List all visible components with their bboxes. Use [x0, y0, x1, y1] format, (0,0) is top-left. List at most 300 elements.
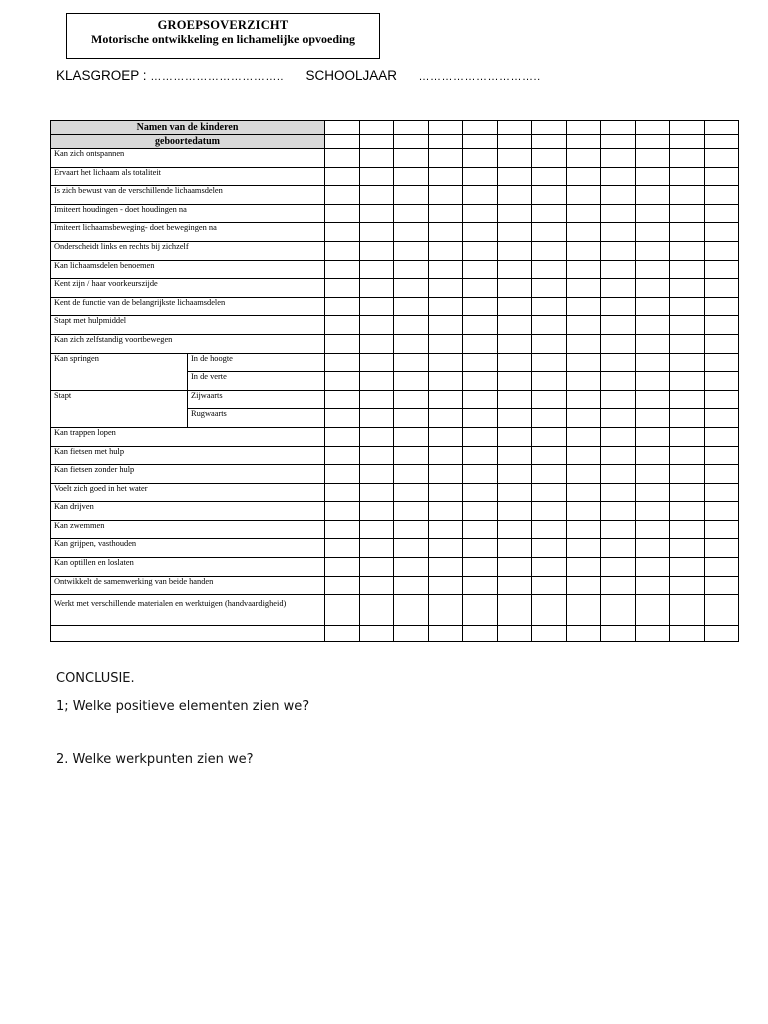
kid-cell[interactable] — [325, 121, 360, 135]
kid-cell[interactable] — [532, 204, 567, 223]
kid-cell[interactable] — [635, 353, 670, 372]
kid-cell[interactable] — [463, 446, 498, 465]
kid-cell[interactable] — [601, 502, 636, 521]
kid-cell[interactable] — [532, 353, 567, 372]
kid-cell[interactable] — [497, 372, 532, 391]
kid-cell[interactable] — [566, 223, 601, 242]
kid-cell[interactable] — [670, 558, 705, 577]
kid-cell[interactable] — [704, 204, 739, 223]
kid-cell[interactable] — [325, 186, 360, 205]
kid-cell[interactable] — [635, 334, 670, 353]
kid-cell[interactable] — [704, 260, 739, 279]
kid-cell[interactable] — [601, 149, 636, 168]
kid-cell[interactable] — [601, 223, 636, 242]
kid-cell[interactable] — [601, 279, 636, 298]
kid-cell[interactable] — [359, 446, 394, 465]
kid-cell[interactable] — [532, 241, 567, 260]
kid-cell[interactable] — [532, 427, 567, 446]
kid-cell[interactable] — [670, 223, 705, 242]
kid-cell[interactable] — [635, 167, 670, 186]
kid-cell[interactable] — [704, 372, 739, 391]
kid-cell[interactable] — [635, 520, 670, 539]
kid-cell[interactable] — [601, 334, 636, 353]
kid-cell[interactable] — [704, 223, 739, 242]
kid-cell[interactable] — [635, 576, 670, 595]
kid-cell[interactable] — [359, 204, 394, 223]
kid-cell[interactable] — [635, 316, 670, 335]
kid-cell[interactable] — [635, 279, 670, 298]
kid-cell[interactable] — [670, 204, 705, 223]
kid-cell[interactable] — [566, 353, 601, 372]
kid-cell[interactable] — [428, 372, 463, 391]
kid-cell[interactable] — [325, 483, 360, 502]
kid-cell[interactable] — [463, 372, 498, 391]
kid-cell[interactable] — [497, 121, 532, 135]
kid-cell[interactable] — [532, 135, 567, 149]
kid-cell[interactable] — [359, 186, 394, 205]
kid-cell[interactable] — [463, 241, 498, 260]
kid-cell[interactable] — [428, 626, 463, 642]
kid-cell[interactable] — [394, 353, 429, 372]
kid-cell[interactable] — [359, 260, 394, 279]
kid-cell[interactable] — [359, 595, 394, 626]
kid-cell[interactable] — [497, 186, 532, 205]
kid-cell[interactable] — [497, 149, 532, 168]
kid-cell[interactable] — [428, 334, 463, 353]
kid-cell[interactable] — [359, 135, 394, 149]
kid-cell[interactable] — [670, 595, 705, 626]
kid-cell[interactable] — [532, 334, 567, 353]
kid-cell[interactable] — [463, 186, 498, 205]
kid-cell[interactable] — [670, 167, 705, 186]
kid-cell[interactable] — [497, 502, 532, 521]
kid-cell[interactable] — [532, 520, 567, 539]
kid-cell[interactable] — [566, 241, 601, 260]
kid-cell[interactable] — [463, 427, 498, 446]
kid-cell[interactable] — [497, 576, 532, 595]
kid-cell[interactable] — [497, 135, 532, 149]
kid-cell[interactable] — [601, 372, 636, 391]
kid-cell[interactable] — [394, 121, 429, 135]
kid-cell[interactable] — [566, 595, 601, 626]
kid-cell[interactable] — [704, 520, 739, 539]
kid-cell[interactable] — [359, 297, 394, 316]
kid-cell[interactable] — [670, 149, 705, 168]
kid-cell[interactable] — [670, 390, 705, 409]
kid-cell[interactable] — [532, 279, 567, 298]
kid-cell[interactable] — [325, 260, 360, 279]
kid-cell[interactable] — [359, 409, 394, 428]
kid-cell[interactable] — [566, 121, 601, 135]
kid-cell[interactable] — [463, 334, 498, 353]
kid-cell[interactable] — [704, 576, 739, 595]
kid-cell[interactable] — [359, 223, 394, 242]
kid-cell[interactable] — [325, 353, 360, 372]
kid-cell[interactable] — [532, 186, 567, 205]
kid-cell[interactable] — [463, 502, 498, 521]
kid-cell[interactable] — [601, 121, 636, 135]
kid-cell[interactable] — [670, 372, 705, 391]
kid-cell[interactable] — [428, 167, 463, 186]
kid-cell[interactable] — [566, 558, 601, 577]
kid-cell[interactable] — [325, 427, 360, 446]
kid-cell[interactable] — [532, 483, 567, 502]
kid-cell[interactable] — [704, 390, 739, 409]
kid-cell[interactable] — [359, 483, 394, 502]
kid-cell[interactable] — [497, 595, 532, 626]
kid-cell[interactable] — [325, 241, 360, 260]
kid-cell[interactable] — [670, 260, 705, 279]
kid-cell[interactable] — [704, 483, 739, 502]
kid-cell[interactable] — [635, 260, 670, 279]
kid-cell[interactable] — [428, 502, 463, 521]
schooljaar-field[interactable]: ………………………….. — [418, 71, 541, 83]
kid-cell[interactable] — [428, 353, 463, 372]
kid-cell[interactable] — [359, 241, 394, 260]
kid-cell[interactable] — [704, 465, 739, 484]
kid-cell[interactable] — [394, 167, 429, 186]
kid-cell[interactable] — [428, 260, 463, 279]
kid-cell[interactable] — [670, 316, 705, 335]
kid-cell[interactable] — [394, 409, 429, 428]
kid-cell[interactable] — [359, 465, 394, 484]
kid-cell[interactable] — [601, 483, 636, 502]
kid-cell[interactable] — [704, 558, 739, 577]
kid-cell[interactable] — [325, 297, 360, 316]
kid-cell[interactable] — [635, 135, 670, 149]
kid-cell[interactable] — [325, 135, 360, 149]
kid-cell[interactable] — [566, 465, 601, 484]
kid-cell[interactable] — [359, 390, 394, 409]
kid-cell[interactable] — [359, 502, 394, 521]
kid-cell[interactable] — [670, 279, 705, 298]
kid-cell[interactable] — [428, 595, 463, 626]
kid-cell[interactable] — [704, 539, 739, 558]
kid-cell[interactable] — [532, 595, 567, 626]
kid-cell[interactable] — [463, 297, 498, 316]
kid-cell[interactable] — [601, 297, 636, 316]
kid-cell[interactable] — [497, 204, 532, 223]
kid-cell[interactable] — [566, 149, 601, 168]
kid-cell[interactable] — [325, 223, 360, 242]
kid-cell[interactable] — [704, 334, 739, 353]
kid-cell[interactable] — [463, 558, 498, 577]
kid-cell[interactable] — [670, 465, 705, 484]
kid-cell[interactable] — [428, 576, 463, 595]
kid-cell[interactable] — [394, 223, 429, 242]
kid-cell[interactable] — [635, 595, 670, 626]
kid-cell[interactable] — [566, 186, 601, 205]
kid-cell[interactable] — [532, 316, 567, 335]
kid-cell[interactable] — [463, 149, 498, 168]
kid-cell[interactable] — [635, 626, 670, 642]
kid-cell[interactable] — [601, 465, 636, 484]
kid-cell[interactable] — [428, 135, 463, 149]
kid-cell[interactable] — [601, 135, 636, 149]
kid-cell[interactable] — [601, 186, 636, 205]
kid-cell[interactable] — [704, 446, 739, 465]
kid-cell[interactable] — [704, 595, 739, 626]
kid-cell[interactable] — [566, 520, 601, 539]
kid-cell[interactable] — [463, 260, 498, 279]
kid-cell[interactable] — [463, 223, 498, 242]
kid-cell[interactable] — [704, 427, 739, 446]
kid-cell[interactable] — [635, 427, 670, 446]
kid-cell[interactable] — [532, 626, 567, 642]
kid-cell[interactable] — [394, 595, 429, 626]
kid-cell[interactable] — [463, 204, 498, 223]
kid-cell[interactable] — [428, 558, 463, 577]
kid-cell[interactable] — [325, 465, 360, 484]
kid-cell[interactable] — [532, 223, 567, 242]
kid-cell[interactable] — [670, 446, 705, 465]
kid-cell[interactable] — [325, 502, 360, 521]
kid-cell[interactable] — [704, 241, 739, 260]
kid-cell[interactable] — [601, 241, 636, 260]
kid-cell[interactable] — [359, 576, 394, 595]
kid-cell[interactable] — [325, 539, 360, 558]
kid-cell[interactable] — [704, 167, 739, 186]
kid-cell[interactable] — [394, 297, 429, 316]
kid-cell[interactable] — [325, 390, 360, 409]
kid-cell[interactable] — [566, 167, 601, 186]
kid-cell[interactable] — [497, 539, 532, 558]
kid-cell[interactable] — [670, 186, 705, 205]
kid-cell[interactable] — [428, 446, 463, 465]
kid-cell[interactable] — [497, 465, 532, 484]
kid-cell[interactable] — [635, 297, 670, 316]
kid-cell[interactable] — [428, 483, 463, 502]
kid-cell[interactable] — [566, 427, 601, 446]
kid-cell[interactable] — [601, 427, 636, 446]
kid-cell[interactable] — [566, 334, 601, 353]
kid-cell[interactable] — [463, 539, 498, 558]
kid-cell[interactable] — [463, 279, 498, 298]
kid-cell[interactable] — [566, 483, 601, 502]
kid-cell[interactable] — [463, 121, 498, 135]
kid-cell[interactable] — [601, 167, 636, 186]
kid-cell[interactable] — [670, 576, 705, 595]
kid-cell[interactable] — [532, 372, 567, 391]
kid-cell[interactable] — [428, 204, 463, 223]
kid-cell[interactable] — [325, 149, 360, 168]
kid-cell[interactable] — [532, 558, 567, 577]
kid-cell[interactable] — [635, 372, 670, 391]
kid-cell[interactable] — [463, 353, 498, 372]
kid-cell[interactable] — [670, 353, 705, 372]
kid-cell[interactable] — [601, 390, 636, 409]
kid-cell[interactable] — [497, 241, 532, 260]
kid-cell[interactable] — [670, 520, 705, 539]
kid-cell[interactable] — [325, 372, 360, 391]
kid-cell[interactable] — [497, 558, 532, 577]
kid-cell[interactable] — [497, 297, 532, 316]
kid-cell[interactable] — [428, 186, 463, 205]
klasgroep-field[interactable]: …………………………….. — [150, 71, 284, 83]
kid-cell[interactable] — [532, 576, 567, 595]
kid-cell[interactable] — [359, 334, 394, 353]
kid-cell[interactable] — [635, 558, 670, 577]
kid-cell[interactable] — [670, 409, 705, 428]
kid-cell[interactable] — [497, 427, 532, 446]
kid-cell[interactable] — [601, 353, 636, 372]
kid-cell[interactable] — [635, 502, 670, 521]
kid-cell[interactable] — [532, 502, 567, 521]
kid-cell[interactable] — [601, 576, 636, 595]
kid-cell[interactable] — [670, 334, 705, 353]
kid-cell[interactable] — [601, 446, 636, 465]
kid-cell[interactable] — [497, 520, 532, 539]
kid-cell[interactable] — [359, 372, 394, 391]
kid-cell[interactable] — [601, 260, 636, 279]
kid-cell[interactable] — [670, 427, 705, 446]
kid-cell[interactable] — [670, 135, 705, 149]
kid-cell[interactable] — [532, 539, 567, 558]
kid-cell[interactable] — [566, 502, 601, 521]
kid-cell[interactable] — [428, 390, 463, 409]
kid-cell[interactable] — [704, 186, 739, 205]
kid-cell[interactable] — [359, 121, 394, 135]
kid-cell[interactable] — [497, 316, 532, 335]
kid-cell[interactable] — [428, 409, 463, 428]
kid-cell[interactable] — [566, 135, 601, 149]
kid-cell[interactable] — [532, 390, 567, 409]
kid-cell[interactable] — [532, 465, 567, 484]
kid-cell[interactable] — [566, 372, 601, 391]
kid-cell[interactable] — [428, 427, 463, 446]
kid-cell[interactable] — [497, 626, 532, 642]
kid-cell[interactable] — [394, 539, 429, 558]
kid-cell[interactable] — [359, 279, 394, 298]
kid-cell[interactable] — [463, 626, 498, 642]
kid-cell[interactable] — [635, 204, 670, 223]
kid-cell[interactable] — [428, 223, 463, 242]
kid-cell[interactable] — [394, 135, 429, 149]
kid-cell[interactable] — [532, 167, 567, 186]
kid-cell[interactable] — [704, 626, 739, 642]
kid-cell[interactable] — [394, 427, 429, 446]
kid-cell[interactable] — [532, 446, 567, 465]
kid-cell[interactable] — [394, 502, 429, 521]
kid-cell[interactable] — [463, 316, 498, 335]
kid-cell[interactable] — [394, 260, 429, 279]
kid-cell[interactable] — [497, 223, 532, 242]
kid-cell[interactable] — [428, 297, 463, 316]
kid-cell[interactable] — [359, 167, 394, 186]
kid-cell[interactable] — [428, 520, 463, 539]
kid-cell[interactable] — [359, 520, 394, 539]
kid-cell[interactable] — [532, 121, 567, 135]
kid-cell[interactable] — [463, 483, 498, 502]
kid-cell[interactable] — [497, 446, 532, 465]
kid-cell[interactable] — [463, 135, 498, 149]
kid-cell[interactable] — [601, 316, 636, 335]
kid-cell[interactable] — [428, 465, 463, 484]
kid-cell[interactable] — [463, 576, 498, 595]
kid-cell[interactable] — [394, 520, 429, 539]
kid-cell[interactable] — [635, 149, 670, 168]
kid-cell[interactable] — [635, 223, 670, 242]
kid-cell[interactable] — [325, 334, 360, 353]
kid-cell[interactable] — [704, 135, 739, 149]
kid-cell[interactable] — [359, 626, 394, 642]
kid-cell[interactable] — [532, 297, 567, 316]
kid-cell[interactable] — [601, 409, 636, 428]
kid-cell[interactable] — [670, 483, 705, 502]
kid-cell[interactable] — [394, 446, 429, 465]
kid-cell[interactable] — [635, 186, 670, 205]
kid-cell[interactable] — [704, 409, 739, 428]
kid-cell[interactable] — [601, 204, 636, 223]
kid-cell[interactable] — [704, 279, 739, 298]
kid-cell[interactable] — [532, 149, 567, 168]
kid-cell[interactable] — [635, 121, 670, 135]
kid-cell[interactable] — [394, 186, 429, 205]
kid-cell[interactable] — [635, 446, 670, 465]
kid-cell[interactable] — [532, 409, 567, 428]
kid-cell[interactable] — [670, 297, 705, 316]
kid-cell[interactable] — [704, 149, 739, 168]
kid-cell[interactable] — [463, 409, 498, 428]
kid-cell[interactable] — [670, 502, 705, 521]
kid-cell[interactable] — [428, 241, 463, 260]
kid-cell[interactable] — [601, 520, 636, 539]
kid-cell[interactable] — [463, 390, 498, 409]
kid-cell[interactable] — [670, 539, 705, 558]
kid-cell[interactable] — [635, 241, 670, 260]
kid-cell[interactable] — [704, 297, 739, 316]
kid-cell[interactable] — [428, 539, 463, 558]
kid-cell[interactable] — [463, 595, 498, 626]
kid-cell[interactable] — [359, 558, 394, 577]
kid-cell[interactable] — [325, 446, 360, 465]
kid-cell[interactable] — [394, 241, 429, 260]
kid-cell[interactable] — [325, 595, 360, 626]
kid-cell[interactable] — [566, 204, 601, 223]
kid-cell[interactable] — [566, 409, 601, 428]
kid-cell[interactable] — [704, 121, 739, 135]
kid-cell[interactable] — [325, 520, 360, 539]
kid-cell[interactable] — [394, 372, 429, 391]
kid-cell[interactable] — [635, 409, 670, 428]
kid-cell[interactable] — [497, 167, 532, 186]
kid-cell[interactable] — [497, 390, 532, 409]
kid-cell[interactable] — [566, 446, 601, 465]
kid-cell[interactable] — [325, 279, 360, 298]
kid-cell[interactable] — [359, 353, 394, 372]
kid-cell[interactable] — [566, 260, 601, 279]
kid-cell[interactable] — [635, 390, 670, 409]
kid-cell[interactable] — [325, 558, 360, 577]
kid-cell[interactable] — [566, 297, 601, 316]
kid-cell[interactable] — [463, 465, 498, 484]
kid-cell[interactable] — [704, 502, 739, 521]
kid-cell[interactable] — [497, 260, 532, 279]
kid-cell[interactable] — [394, 149, 429, 168]
kid-cell[interactable] — [497, 409, 532, 428]
kid-cell[interactable] — [463, 520, 498, 539]
kid-cell[interactable] — [497, 483, 532, 502]
kid-cell[interactable] — [394, 334, 429, 353]
kid-cell[interactable] — [325, 409, 360, 428]
kid-cell[interactable] — [497, 279, 532, 298]
kid-cell[interactable] — [359, 539, 394, 558]
kid-cell[interactable] — [359, 316, 394, 335]
kid-cell[interactable] — [566, 316, 601, 335]
kid-cell[interactable] — [428, 316, 463, 335]
kid-cell[interactable] — [670, 121, 705, 135]
kid-cell[interactable] — [497, 353, 532, 372]
